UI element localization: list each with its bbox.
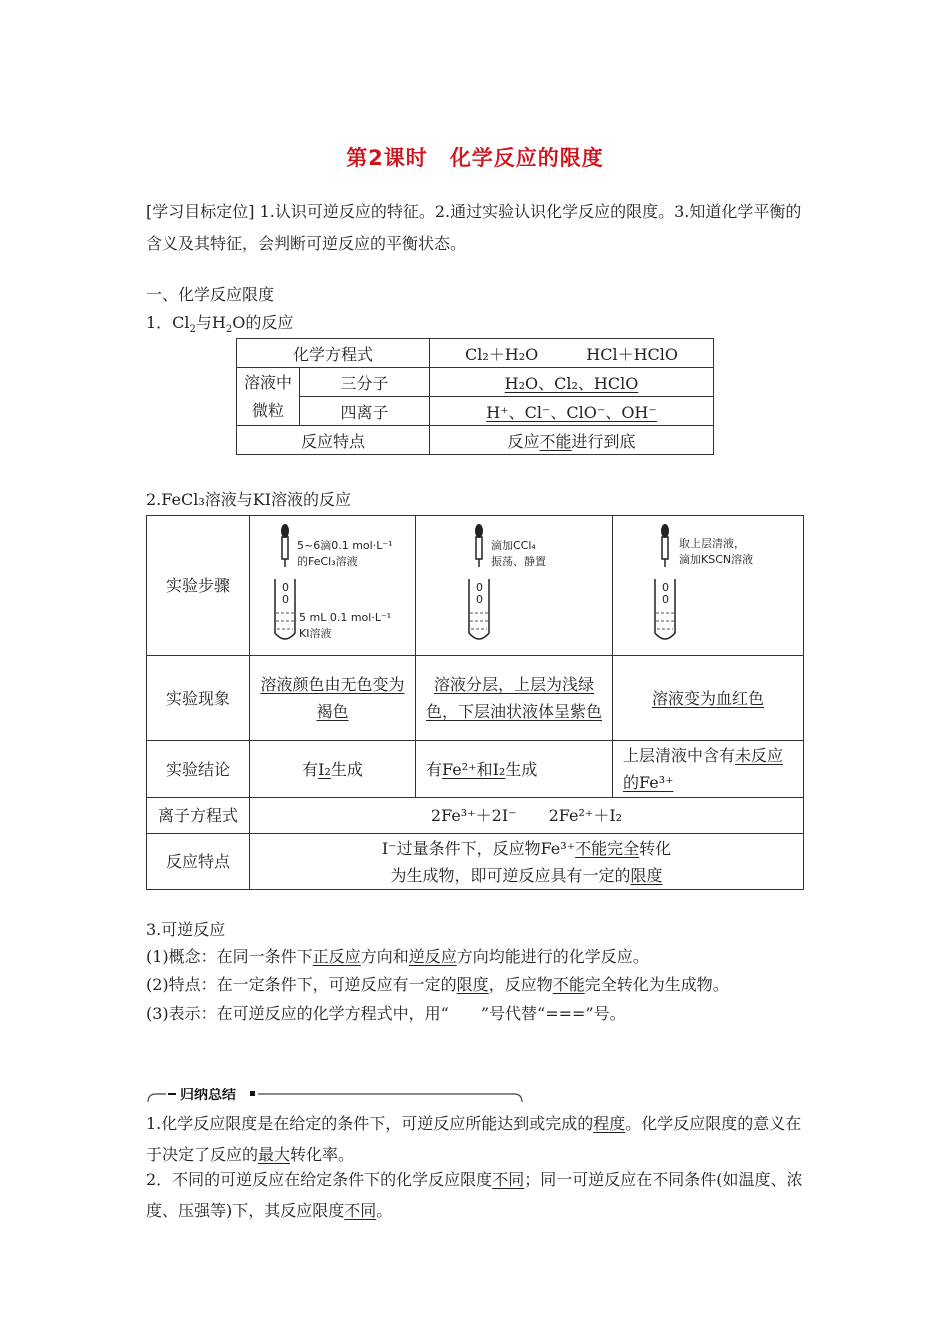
dropper-test-tube-icon bbox=[613, 521, 803, 651]
svg-text:0: 0 bbox=[476, 592, 483, 606]
conclusion-1: 有I₂生成 bbox=[250, 741, 416, 798]
feature-label: 反应特点 bbox=[147, 834, 250, 890]
step3-illustration bbox=[613, 516, 804, 656]
fecl3-ki-table bbox=[146, 515, 804, 890]
three-molecules-value: H₂O、Cl₂、HClO bbox=[430, 368, 714, 397]
svg-text:0: 0 bbox=[281, 592, 289, 606]
objectives-tag: [学习目标定位] bbox=[146, 202, 255, 221]
step2-illustration bbox=[416, 516, 613, 656]
svg-text:归纳总结: 归纳总结 bbox=[180, 1088, 236, 1103]
svg-text:振荡、静置: 振荡、静置 bbox=[491, 554, 546, 568]
four-ions-label: 四离子 bbox=[300, 397, 430, 426]
learning-objectives bbox=[146, 196, 814, 260]
lesson-name: 化学反应的限度 bbox=[449, 146, 604, 170]
conclusion-3: 上层清液中含有未反应的Fe³⁺ bbox=[613, 741, 804, 798]
svg-text:5 mL 0.1 mol·L⁻¹: 5 mL 0.1 mol·L⁻¹ bbox=[298, 610, 391, 624]
svg-text:5~6滴0.1 mol·L⁻¹: 5~6滴0.1 mol·L⁻¹ bbox=[296, 538, 393, 552]
item1-heading: 1．$Cl_2$与$H_2O$的反应 bbox=[146, 313, 294, 336]
svg-text:的FeCl₃溶液: 的FeCl₃溶液 bbox=[296, 554, 358, 568]
dropper-test-tube-icon bbox=[253, 521, 413, 651]
ionic-eq-label: 离子方程式 bbox=[147, 798, 250, 834]
step1-illustration bbox=[250, 516, 416, 656]
three-molecules-label: 三分子 bbox=[300, 368, 430, 397]
steps-label: 实验步骤 bbox=[147, 516, 250, 656]
section-heading: 一、化学反应限度 bbox=[146, 285, 275, 304]
summary-point-1: 1.化学反应限度是在给定的条件下，可逆反应所能达到或完成的程度。化学反应限度的意义在于决定了反应的最大转化率。 bbox=[146, 1114, 802, 1164]
cl2-reaction-table bbox=[236, 338, 714, 455]
conclusion-2: 有Fe²⁺和I₂生成 bbox=[416, 741, 613, 798]
dropper-test-tube-icon bbox=[419, 521, 609, 651]
summary-point-2: 2．不同的可逆反应在给定条件下的化学反应限度不同；同一可逆反应在不同条件(如温度、浓度、压强等)下，其反应限度不同。 bbox=[146, 1170, 803, 1220]
item3-heading: 3.可逆反应 bbox=[146, 920, 226, 939]
ionic-eq-value: 2Fe³⁺＋2I⁻ 2Fe²⁺＋I₂ bbox=[250, 798, 804, 834]
phenomena-label: 实验现象 bbox=[147, 656, 250, 741]
reversible-concept: (1)概念：在同一条件下正反应方向和逆反应方向均能进行的化学反应。 bbox=[146, 947, 649, 966]
particles-label: 溶液中微粒 bbox=[237, 368, 300, 426]
svg-text:0: 0 bbox=[281, 580, 289, 594]
conclusion-label: 实验结论 bbox=[147, 741, 250, 798]
feature-value: I⁻过量条件下，反应物Fe³⁺不能完全转化 为生成物，即可逆反应具有一定的限度 bbox=[250, 834, 804, 890]
phenomenon-2: 溶液分层，上层为浅绿色，下层油状液体呈紫色 bbox=[416, 656, 613, 741]
four-ions-value: H⁺、Cl⁻、ClO⁻、OH⁻ bbox=[430, 397, 714, 426]
objectives-text: 1.认识可逆反应的特征。2.通过实验认识化学反应的限度。3.知道化学平衡的含义及其特征，会判断可逆反应的平衡状态。 bbox=[146, 202, 802, 253]
eq-value: Cl₂＋H₂O HCl＋HClO bbox=[430, 339, 714, 368]
svg-text:取上层清液，: 取上层清液， bbox=[679, 536, 745, 550]
item2-heading: 2.FeCl₃溶液与KI溶液的反应 bbox=[146, 490, 352, 509]
page-title bbox=[0, 142, 950, 172]
feature-label: 反应特点 bbox=[237, 426, 430, 455]
svg-text:0: 0 bbox=[662, 580, 669, 594]
eq-label: 化学方程式 bbox=[237, 339, 430, 368]
phenomenon-1: 溶液颜色由无色变为褐色 bbox=[250, 656, 416, 741]
svg-text:KI溶液: KI溶液 bbox=[298, 626, 331, 640]
lesson-number: 第2课时 bbox=[346, 146, 428, 170]
svg-text:0: 0 bbox=[662, 592, 669, 606]
feature-value: 反应不能进行到底 bbox=[430, 426, 714, 455]
reversible-notation: (3)表示：在可逆反应的化学方程式中，用“ ”号代替“===”号。 bbox=[146, 1004, 626, 1023]
summary-banner-icon bbox=[146, 1088, 524, 1108]
svg-text:滴加CCl₄: 滴加CCl₄ bbox=[491, 538, 536, 552]
svg-text:0: 0 bbox=[476, 580, 483, 594]
svg-text:滴加KSCN溶液: 滴加KSCN溶液 bbox=[679, 552, 754, 566]
summary-heading bbox=[146, 1088, 524, 1102]
reversible-feature: (2)特点：在一定条件下，可逆反应有一定的限度，反应物不能完全转化为生成物。 bbox=[146, 975, 729, 994]
phenomenon-3: 溶液变为血红色 bbox=[613, 656, 804, 741]
